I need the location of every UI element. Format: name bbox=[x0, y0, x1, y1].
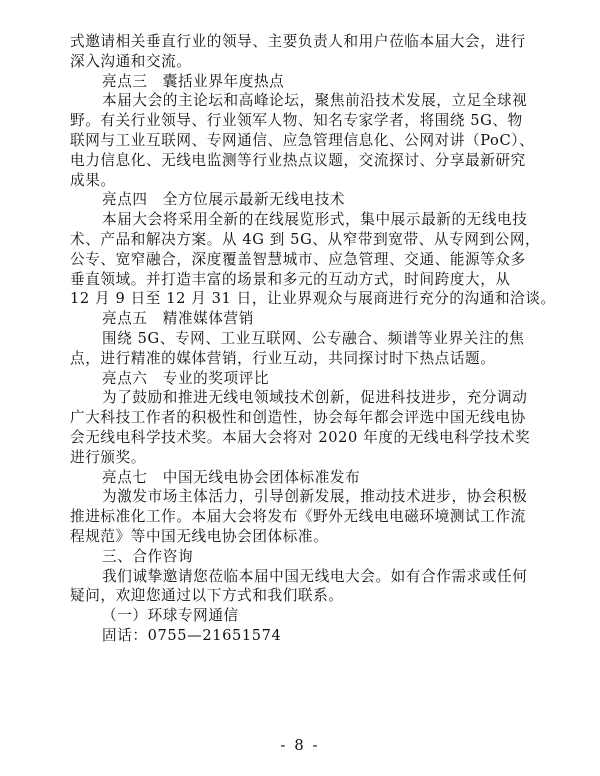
paragraph-line: 成果。 bbox=[70, 171, 116, 189]
paragraph-line: 垂直领域。并打造丰富的场景和多元的互动方式，时间跨度大，从 bbox=[70, 270, 511, 288]
highlight-6-heading: 亮点六 专业的奖项评比 bbox=[102, 369, 270, 387]
paragraph-line: 本届大会的主论坛和高峰论坛，聚焦前沿技术发展，立足全球视 bbox=[102, 92, 528, 110]
highlight-3-heading: 亮点三 囊括业界年度热点 bbox=[102, 72, 285, 90]
highlight-4-heading: 亮点四 全方位展示最新无线电技术 bbox=[102, 191, 346, 209]
paragraph-line: 野。有关行业领导、行业领军人物、知名专家学者，将围绕 5G、物 bbox=[70, 112, 523, 130]
paragraph-line: 广大科技工作者的积极性和创造性，协会每年都会评选中国无线电协 bbox=[70, 409, 526, 427]
paragraph-line: 12 月 9 日至 12 月 31 日，让业界观众与展商进行充分的沟通和洽谈。 bbox=[70, 290, 556, 308]
paragraph-line: 会无线电科学技术奖。本届大会将对 2020 年度的无线电科学技术奖 bbox=[70, 429, 531, 446]
paragraph-line: 电力信息化、无线电监测等行业热点议题，交流探讨、分享最新研究 bbox=[70, 151, 526, 169]
paragraph-line: 式邀请相关垂直行业的领导、主要负责人和用户莅临本届大会，进行 bbox=[70, 33, 526, 50]
paragraph-line: 深入沟通和交流。 bbox=[70, 52, 192, 70]
paragraph-line: 术、产品和解决方案。从 4G 到 5G、从窄带到宽带、从专网到公网， bbox=[70, 231, 541, 248]
highlight-5-heading: 亮点五 精准媒体营销 bbox=[102, 310, 254, 328]
section-3-heading: 三、合作咨询 bbox=[102, 547, 194, 565]
paragraph-line: 程规范》等中国无线电协会团体标准。 bbox=[70, 528, 329, 545]
page-number: - 8 - bbox=[280, 736, 320, 754]
paragraph-line: 为了鼓励和推进无线电领域技术创新，促进科技进步，充分调动 bbox=[102, 389, 528, 407]
paragraph-line: 本届大会将采用全新的在线展览形式，集中展示最新的无线电技 bbox=[102, 211, 528, 229]
highlight-7-heading: 亮点七 中国无线电协会团体标准发布 bbox=[102, 468, 361, 486]
paragraph-line: 公专、宽窄融合，深度覆盖智慧城市、应急管理、交通、能源等众多 bbox=[70, 250, 526, 268]
phone-line: 固话：0755—21651574 bbox=[102, 627, 282, 644]
paragraph-line: 我们诚挚邀请您莅临本届中国无线电大会。如有合作需求或任何 bbox=[102, 567, 528, 585]
paragraph-line: 为激发市场主体活力，引导创新发展，推动技术进步，协会积极 bbox=[102, 488, 528, 506]
paragraph-line: 进行颁奖。 bbox=[70, 448, 146, 466]
paragraph-line: 推进标准化工作。本届大会将发布《野外无线电电磁环境测试工作流 bbox=[70, 508, 526, 526]
subsection-heading: （一）环球专网通信 bbox=[102, 607, 239, 625]
paragraph-line: 点，进行精准的媒体营销，行业互动，共同探讨时下热点话题。 bbox=[70, 349, 496, 367]
paragraph-line: 围绕 5G、专网、工业互联网、公专融合、频谱等业界关注的焦 bbox=[102, 330, 525, 347]
paragraph-line: 疑问，欢迎您通过以下方式和我们联系。 bbox=[70, 587, 344, 605]
paragraph-line: 联网与工业互联网、专网通信、应急管理信息化、公网对讲（PoC）、 bbox=[70, 132, 535, 149]
